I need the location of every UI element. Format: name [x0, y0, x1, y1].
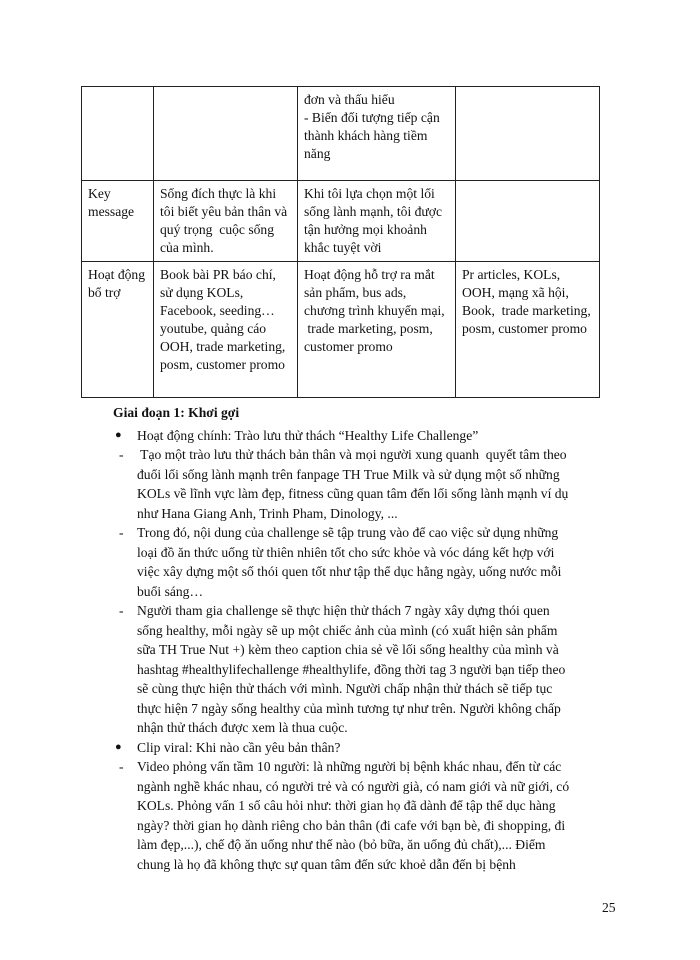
cell-line: khắc tuyệt vời — [304, 240, 382, 255]
bullet-icon: ● — [115, 428, 122, 441]
text-line: sống healthy, mỗi ngày sẽ up một chiếc ảnh của mình (có xuất hiện sản phẩm — [137, 622, 558, 638]
table-row — [82, 181, 600, 262]
cell-line: Khi tôi lựa chọn một lối — [304, 186, 435, 201]
cell-line: Pr articles, KOLs, — [462, 267, 561, 282]
cell-line: posm, customer promo — [462, 321, 587, 336]
text-line: KOLs về lĩnh vực làm đẹp, fitness cũng quan tâm đến lối sống lành mạnh ví dụ — [137, 486, 569, 501]
cell-line: quý trọng cuộc sống — [160, 222, 275, 237]
dash-marker: - — [119, 525, 124, 540]
cell-line: OOH, trade marketing, — [160, 339, 286, 354]
dash-marker: - — [119, 759, 124, 774]
bullet-icon: ● — [115, 740, 122, 753]
text-line: việc xây dựng một số thói quen tốt như tập thể dục hằng ngày, uống nước mỗi — [137, 564, 562, 579]
table-cell — [456, 262, 600, 398]
item-text — [137, 601, 653, 738]
cell-line: Book bài PR báo chí, — [160, 267, 276, 282]
cell-line: chương trình khuyến mại, — [304, 303, 445, 318]
item-text — [137, 738, 653, 758]
text-line: đuổi lối sống lành mạnh trên fanpage TH True Milk và sử dụng một số những — [137, 466, 560, 482]
cell-line: trade marketing, posm, — [304, 321, 433, 336]
cell-line: youtube, quảng cáo — [160, 321, 267, 336]
cell-line: đơn và thấu hiểu — [304, 92, 395, 107]
list-item — [113, 445, 653, 523]
list-item — [113, 757, 653, 874]
item-text — [137, 757, 653, 874]
cell-line: sử dụng KOLs, — [160, 285, 244, 300]
text-line: Video phỏng vấn tầm 10 người: là những người bị bệnh khác nhau, đến từ các — [137, 759, 562, 774]
text-line: KOLs. Phỏng vấn 1 số câu hỏi như: thời gian họ đã dành để tập thể dục hàng — [137, 798, 556, 813]
table-cell — [298, 87, 456, 181]
text-line: Người tham gia challenge sẽ thực hiện thử thách 7 ngày xây dựng thói quen — [137, 603, 550, 618]
cell-line: Facebook, seeding… — [160, 303, 275, 318]
text-line: sữa TH True Nut +) kèm theo caption chia sẻ về lối sống healthy của mình và — [137, 642, 559, 657]
cell-line: thành khách hàng tiềm — [304, 128, 428, 143]
item-text — [137, 523, 653, 601]
item-text — [137, 426, 653, 446]
row-label-cell — [82, 181, 154, 262]
cell-line: Sống đích thực là khi — [160, 186, 277, 201]
page-number: 25 — [602, 900, 616, 915]
cell-line: Book, trade marketing, — [462, 303, 591, 318]
row-label-cell — [82, 87, 154, 181]
cell-line: Hoạt động hỗ trợ ra mắt — [304, 267, 435, 282]
cell-line: posm, customer promo — [160, 357, 285, 372]
cell-line: OOH, mạng xã hội, — [462, 285, 569, 300]
text-line: Hoạt động chính: Trào lưu thử thách “Healthy Life Challenge” — [137, 427, 479, 443]
table-row — [82, 87, 600, 181]
text-line: như Hana Giang Anh, Trinh Pham, Dinology, ... — [137, 505, 398, 521]
text-line: nhận thử thách được xem là thua cuộc. — [137, 720, 348, 735]
text-line: Clip viral: Khi nào cần yêu bản thân? — [137, 739, 341, 755]
table-cell — [154, 181, 298, 262]
row-label: Hoạt động bổ trợ — [88, 267, 146, 300]
text-line: sẽ cùng thực hiện thử thách với mình. Người chấp nhận thử thách sẽ tiếp tục — [137, 681, 553, 696]
dash-marker: - — [119, 603, 124, 618]
section-list — [113, 426, 653, 875]
row-label: Key message — [88, 186, 135, 219]
section-heading: Giai đoạn 1: Khơi gợi — [113, 405, 240, 420]
cell-line: tôi biết yêu bản thân và — [160, 204, 288, 219]
text-line: Tạo một trào lưu thử thách bản thân và mọi người xung quanh quyết tâm theo — [137, 447, 567, 462]
table-cell — [298, 181, 456, 262]
row-label-cell — [82, 262, 154, 398]
table-row — [82, 262, 600, 398]
cell-line: sản phẩm, bus ads, — [304, 285, 407, 300]
cell-line: sống lành mạnh, tôi được — [304, 204, 443, 219]
table-cell — [154, 262, 298, 398]
cell-line: năng — [304, 146, 331, 161]
list-item — [113, 601, 653, 738]
table-cell — [298, 262, 456, 398]
text-line: ngành nghề khác nhau, có người trẻ và có người già, có nam giới và nữ giới, có — [137, 778, 570, 794]
list-item — [113, 426, 653, 446]
item-text — [137, 445, 653, 523]
text-line: làm đẹp,...), chế độ ăn uống như thế nào (bỏ bữa, ăn uống đủ chất),... Điểm — [137, 837, 546, 852]
text-line: Trong đó, nội dung của challenge sẽ tập trung vào để cao việc sử dụng những — [137, 525, 559, 540]
phase-1-section — [113, 403, 653, 874]
list-item — [113, 738, 653, 758]
table-cell — [154, 87, 298, 181]
cell-line: - Biến đối tượng tiếp cận — [304, 110, 440, 125]
cell-line: customer promo — [304, 339, 393, 354]
text-line: loại đồ ăn thức uống từ thiên nhiên tốt cho sức khỏe và vóc dáng kết hợp với — [137, 544, 555, 560]
text-line: ngày? thời gian họ dành riêng cho bản thân (đi cafe với bạn bè, đi shopping, đi — [137, 817, 566, 833]
strategy-table — [81, 86, 600, 398]
cell-line: của mình. — [160, 240, 214, 255]
list-item — [113, 523, 653, 601]
dash-marker: - — [119, 447, 124, 462]
text-line: hashtag #healthylifechallenge #healthylife, đồng thời tag 3 người bạn tiếp theo — [137, 661, 566, 677]
text-line: buổi sáng… — [137, 583, 204, 599]
cell-line: tận hưởng mọi khoảnh — [304, 222, 427, 237]
table-cell — [456, 181, 600, 262]
table-cell — [456, 87, 600, 181]
text-line: chung là họ đã không thực sự quan tâm đến sức khoẻ dẫn đến bị bệnh — [137, 856, 516, 872]
text-line: thực hiện 7 ngày sống healthy của mình tương tự như trên. Người không chấp — [137, 700, 561, 716]
